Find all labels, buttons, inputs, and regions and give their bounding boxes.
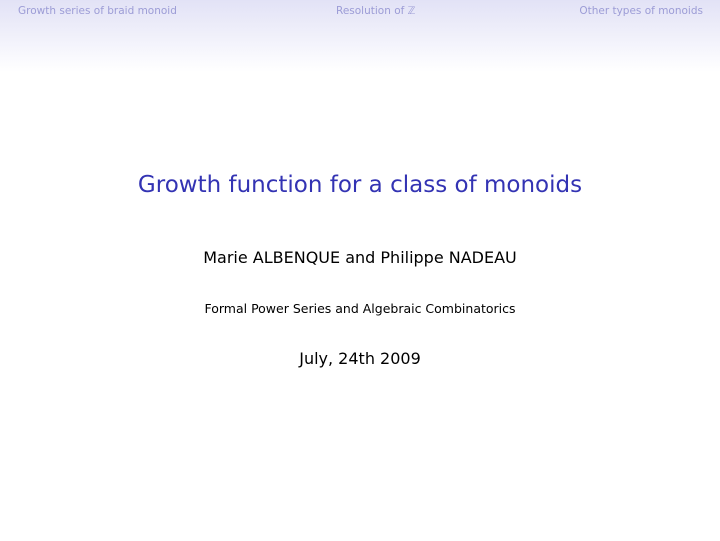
presentation-date: July, 24th 2009 <box>299 349 421 368</box>
nav-section-growth-series[interactable]: Growth series of braid monoid <box>18 5 177 17</box>
nav-section-resolution[interactable]: Resolution of ℤ <box>336 5 416 17</box>
presentation-title: Growth function for a class of monoids <box>137 172 583 198</box>
conference-name: Formal Power Series and Algebraic Combinatorics <box>204 301 516 316</box>
nav-section-other-monoids[interactable]: Other types of monoids <box>579 5 703 17</box>
authors: Marie ALBENQUE and Philippe NADEAU <box>203 248 517 267</box>
navigation-header <box>0 0 720 72</box>
